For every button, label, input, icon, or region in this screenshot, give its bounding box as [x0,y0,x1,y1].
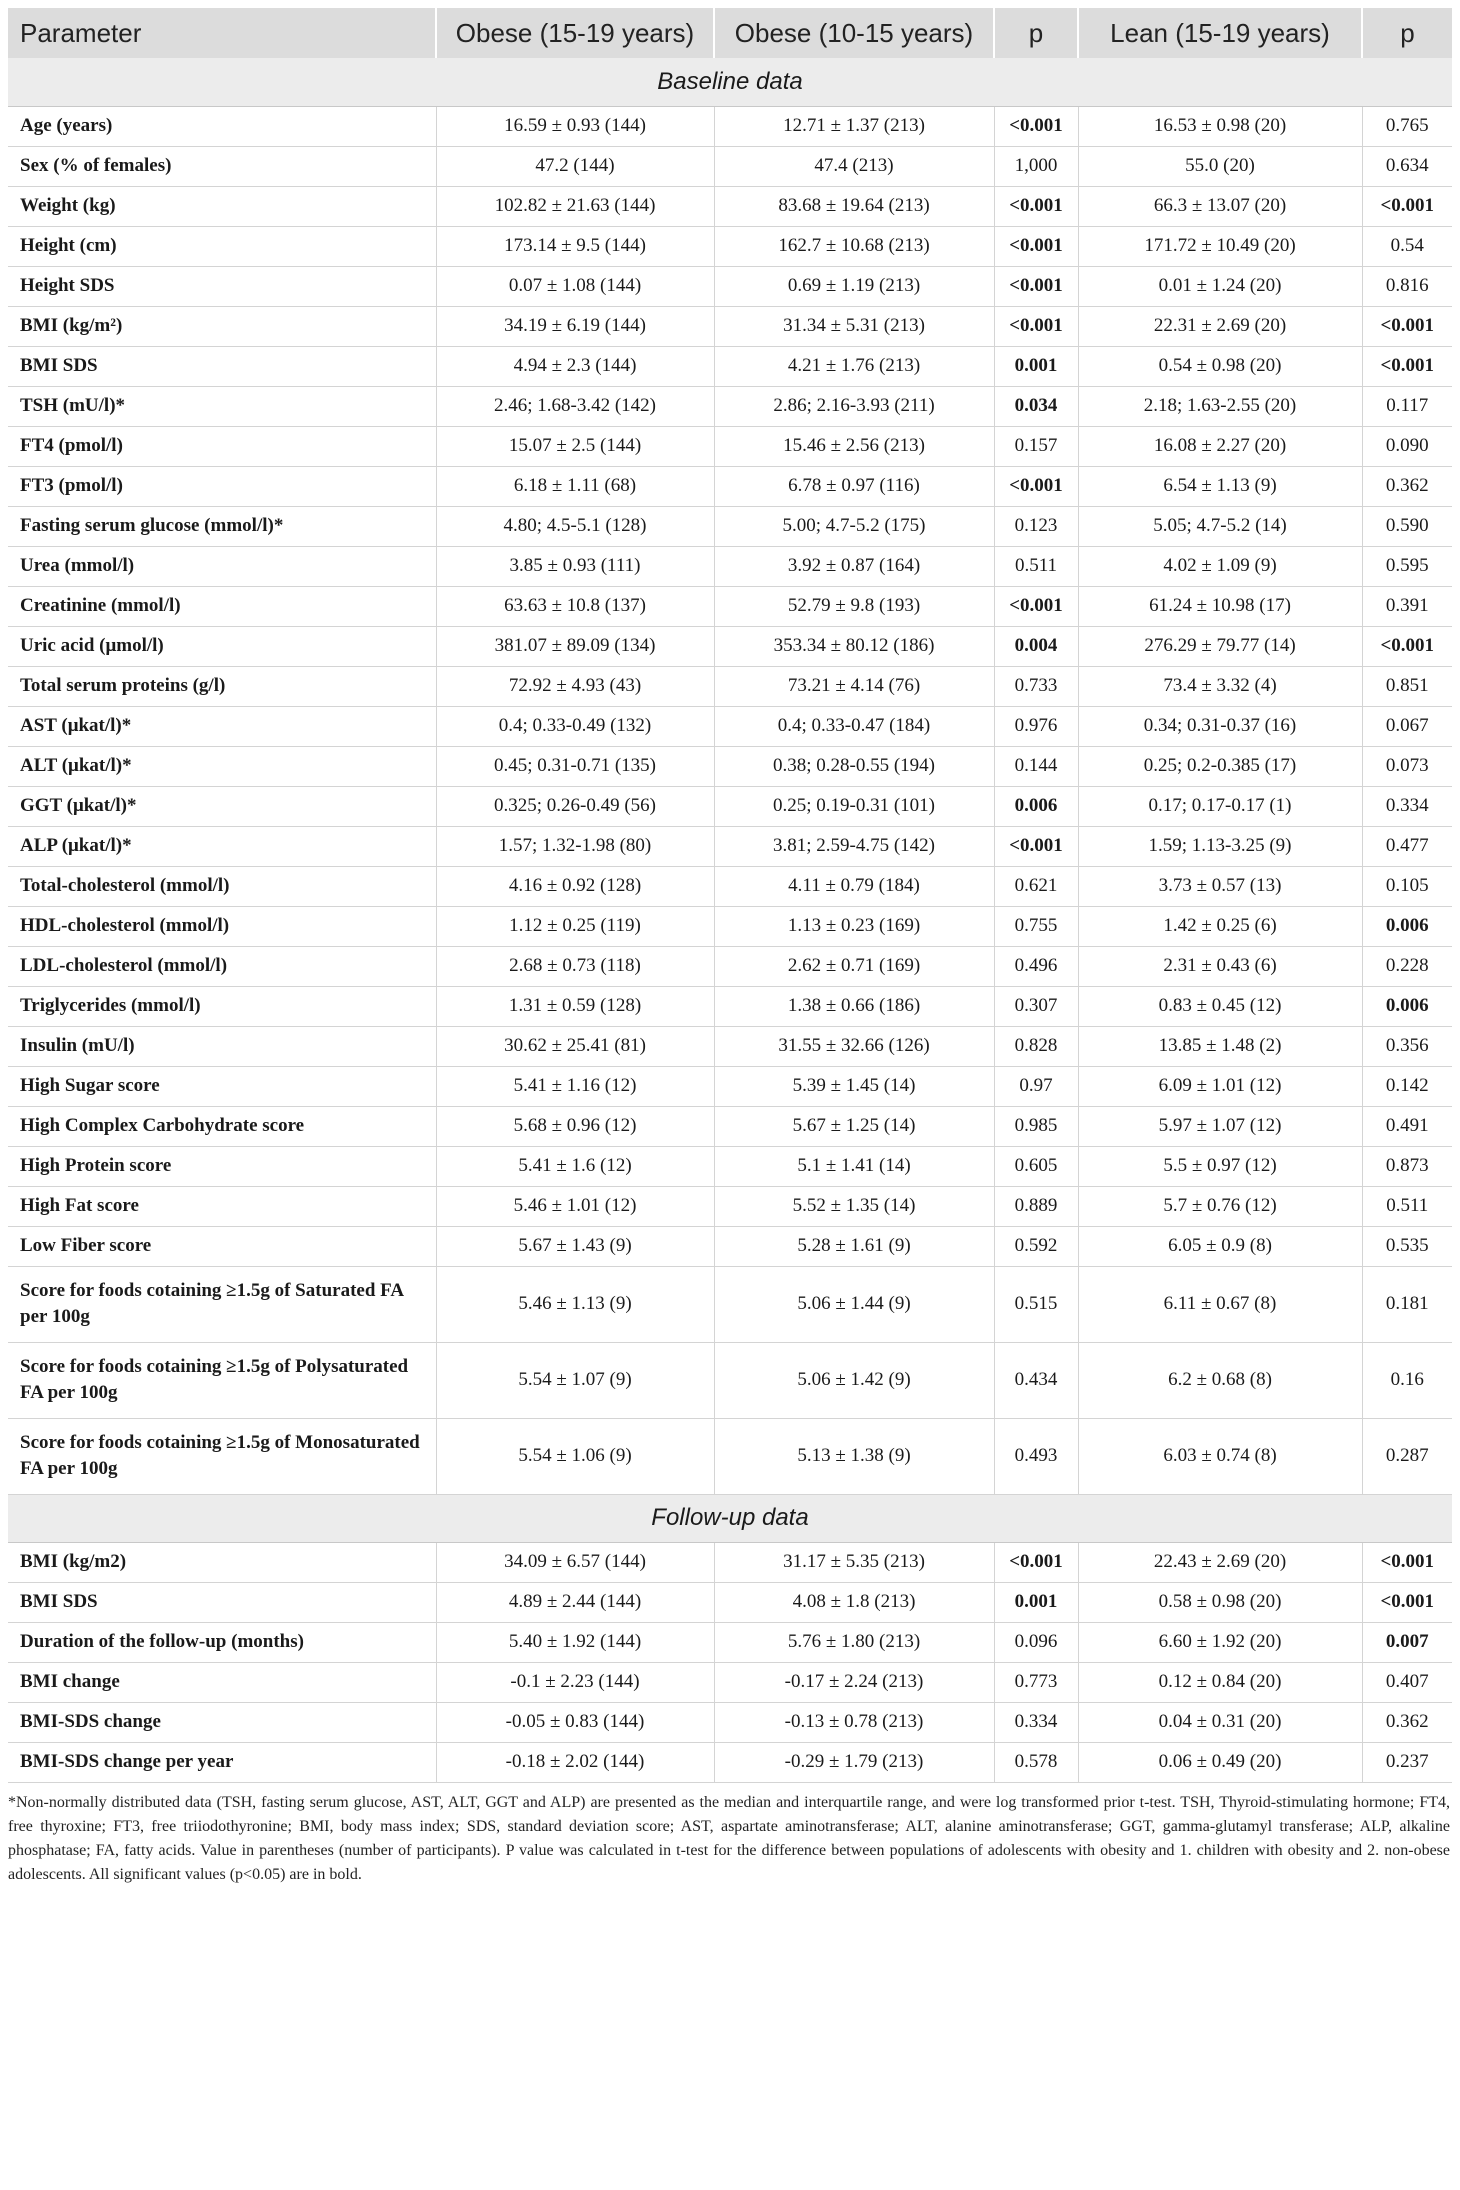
lean-15-19-cell: 0.58 ± 0.98 (20) [1078,1582,1362,1622]
p-value-2-cell: 0.006 [1362,906,1452,946]
obese-10-15-cell: 31.55 ± 32.66 (126) [714,1026,994,1066]
p-value-2-cell: 0.851 [1362,666,1452,706]
obese-15-19-cell: 0.07 ± 1.08 (144) [436,266,714,306]
parameter-cell: LDL-cholesterol (mmol/l) [8,946,436,986]
lean-15-19-cell: 2.18; 1.63-2.55 (20) [1078,386,1362,426]
parameter-cell: TSH (mU/l)* [8,386,436,426]
table-row [8,1146,1452,1186]
obese-10-15-cell: 353.34 ± 80.12 (186) [714,626,994,666]
table-row [8,346,1452,386]
obese-15-19-cell: 2.46; 1.68-3.42 (142) [436,386,714,426]
parameter-cell: FT4 (pmol/l) [8,426,436,466]
table-row [8,1106,1452,1146]
obese-15-19-cell: 0.325; 0.26-0.49 (56) [436,786,714,826]
obese-10-15-cell: -0.17 ± 2.24 (213) [714,1662,994,1702]
table-row [8,986,1452,1026]
p-value-1-cell: 0.985 [994,1106,1078,1146]
p-value-2-cell: 0.595 [1362,546,1452,586]
obese-10-15-cell: 5.1 ± 1.41 (14) [714,1146,994,1186]
table-row [8,946,1452,986]
lean-15-19-cell: 4.02 ± 1.09 (9) [1078,546,1362,586]
table-row [8,666,1452,706]
lean-15-19-cell: 73.4 ± 3.32 (4) [1078,666,1362,706]
obese-15-19-cell: 5.46 ± 1.01 (12) [436,1186,714,1226]
table-row [8,506,1452,546]
lean-15-19-cell: 55.0 (20) [1078,146,1362,186]
parameter-cell: Uric acid (μmol/l) [8,626,436,666]
lean-15-19-cell: 6.2 ± 0.68 (8) [1078,1342,1362,1418]
p-value-2-cell: 0.535 [1362,1226,1452,1266]
obese-15-19-cell: 5.54 ± 1.07 (9) [436,1342,714,1418]
parameter-cell: Duration of the follow-up (months) [8,1622,436,1662]
obese-15-19-cell: 5.40 ± 1.92 (144) [436,1622,714,1662]
p-value-2-cell: <0.001 [1362,306,1452,346]
obese-10-15-cell: 162.7 ± 10.68 (213) [714,226,994,266]
obese-10-15-cell: 0.4; 0.33-0.47 (184) [714,706,994,746]
obese-15-19-cell: 5.67 ± 1.43 (9) [436,1226,714,1266]
results-table [8,8,1452,1783]
obese-15-19-cell: 4.80; 4.5-5.1 (128) [436,506,714,546]
obese-10-15-cell: 15.46 ± 2.56 (213) [714,426,994,466]
lean-15-19-cell: 5.05; 4.7-5.2 (14) [1078,506,1362,546]
obese-15-19-cell: 381.07 ± 89.09 (134) [436,626,714,666]
lean-15-19-cell: 0.25; 0.2-0.385 (17) [1078,746,1362,786]
p-value-1-cell: 0.889 [994,1186,1078,1226]
p-value-2-cell: 0.391 [1362,586,1452,626]
table-row [8,106,1452,146]
table-row [8,1026,1452,1066]
p-value-2-cell: 0.816 [1362,266,1452,306]
section-title: Baseline data [8,58,1452,106]
p-value-2-cell: 0.362 [1362,466,1452,506]
p-value-1-cell: 0.307 [994,986,1078,1026]
lean-15-19-cell: 2.31 ± 0.43 (6) [1078,946,1362,986]
obese-15-19-cell: 0.45; 0.31-0.71 (135) [436,746,714,786]
p-value-1-cell: 0.773 [994,1662,1078,1702]
obese-15-19-cell: 34.19 ± 6.19 (144) [436,306,714,346]
header-parameter: Parameter [8,8,436,58]
p-value-1-cell: 0.034 [994,386,1078,426]
obese-10-15-cell: 6.78 ± 0.97 (116) [714,466,994,506]
p-value-1-cell: 0.006 [994,786,1078,826]
obese-10-15-cell: 31.17 ± 5.35 (213) [714,1542,994,1582]
p-value-1-cell: <0.001 [994,826,1078,866]
header-obese-10-15: Obese (10-15 years) [714,8,994,58]
p-value-2-cell: 0.237 [1362,1742,1452,1782]
obese-15-19-cell: 4.94 ± 2.3 (144) [436,346,714,386]
obese-15-19-cell: 30.62 ± 25.41 (81) [436,1026,714,1066]
p-value-1-cell: <0.001 [994,186,1078,226]
parameter-cell: Total serum proteins (g/l) [8,666,436,706]
obese-10-15-cell: 5.76 ± 1.80 (213) [714,1622,994,1662]
parameter-cell: BMI (kg/m²) [8,306,436,346]
parameter-cell: Triglycerides (mmol/l) [8,986,436,1026]
table-row [8,746,1452,786]
p-value-2-cell: 0.287 [1362,1418,1452,1494]
p-value-1-cell: 0.123 [994,506,1078,546]
p-value-2-cell: 0.491 [1362,1106,1452,1146]
obese-10-15-cell: 83.68 ± 19.64 (213) [714,186,994,226]
lean-15-19-cell: 171.72 ± 10.49 (20) [1078,226,1362,266]
obese-15-19-cell: 1.31 ± 0.59 (128) [436,986,714,1026]
lean-15-19-cell: 5.97 ± 1.07 (12) [1078,1106,1362,1146]
p-value-1-cell: <0.001 [994,1542,1078,1582]
parameter-cell: AST (μkat/l)* [8,706,436,746]
table-row [8,1226,1452,1266]
parameter-cell: ALT (μkat/l)* [8,746,436,786]
p-value-2-cell: 0.511 [1362,1186,1452,1226]
p-value-2-cell: 0.356 [1362,1026,1452,1066]
obese-15-19-cell: -0.18 ± 2.02 (144) [436,1742,714,1782]
parameter-cell: HDL-cholesterol (mmol/l) [8,906,436,946]
lean-15-19-cell: 0.01 ± 1.24 (20) [1078,266,1362,306]
table-row [8,866,1452,906]
header-obese-15-19: Obese (15-19 years) [436,8,714,58]
obese-15-19-cell: 4.89 ± 2.44 (144) [436,1582,714,1622]
parameter-cell: GGT (μkat/l)* [8,786,436,826]
p-value-2-cell: <0.001 [1362,1542,1452,1582]
parameter-cell: Score for foods cotaining ≥1.5g of Monosaturated FA per 100g [8,1418,436,1494]
table-row [8,546,1452,586]
table-row [8,1418,1452,1494]
p-value-1-cell: 0.578 [994,1742,1078,1782]
header-p-value-1: p [994,8,1078,58]
p-value-2-cell: 0.090 [1362,426,1452,466]
table-row [8,1342,1452,1418]
lean-15-19-cell: 22.43 ± 2.69 (20) [1078,1542,1362,1582]
header-p-value-2: p [1362,8,1452,58]
obese-15-19-cell: 5.54 ± 1.06 (9) [436,1418,714,1494]
lean-15-19-cell: 6.54 ± 1.13 (9) [1078,466,1362,506]
table-row [8,426,1452,466]
obese-10-15-cell: 47.4 (213) [714,146,994,186]
parameter-cell: Score for foods cotaining ≥1.5g of Polysaturated FA per 100g [8,1342,436,1418]
p-value-1-cell: 0.621 [994,866,1078,906]
obese-10-15-cell: 4.08 ± 1.8 (213) [714,1582,994,1622]
p-value-2-cell: <0.001 [1362,186,1452,226]
obese-10-15-cell: -0.13 ± 0.78 (213) [714,1702,994,1742]
obese-10-15-cell: 2.86; 2.16-3.93 (211) [714,386,994,426]
header-lean-15-19: Lean (15-19 years) [1078,8,1362,58]
parameter-cell: High Complex Carbohydrate score [8,1106,436,1146]
p-value-2-cell: 0.590 [1362,506,1452,546]
p-value-2-cell: 0.362 [1362,1702,1452,1742]
p-value-1-cell: 0.004 [994,626,1078,666]
p-value-2-cell: 0.006 [1362,986,1452,1026]
obese-10-15-cell: 5.06 ± 1.42 (9) [714,1342,994,1418]
parameter-cell: High Protein score [8,1146,436,1186]
section-row [8,58,1452,106]
obese-10-15-cell: 5.52 ± 1.35 (14) [714,1186,994,1226]
p-value-2-cell: 0.407 [1362,1662,1452,1702]
table-row [8,1066,1452,1106]
lean-15-19-cell: 0.83 ± 0.45 (12) [1078,986,1362,1026]
p-value-2-cell: 0.873 [1362,1146,1452,1186]
p-value-1-cell: <0.001 [994,586,1078,626]
table-footnote: *Non-normally distributed data (TSH, fasting serum glucose, AST, ALT, GGT and ALP) are presented as the median and interquartile range, and were log transformed prior t-test. TSH, Thyroid-stimulating hormone; FT4, free thyroxine; FT3, free triiodothyronine; BMI, body mass index; SDS, standard deviation score; AST, aspartate aminotransferase; ALT, alanine aminotransferase; GGT, gamma-glutamyl transferase; ALP, alkaline phosphatase; FA, fatty acids. Value in parentheses (number of participants). P value was calculated in t-test for the difference between populations of adolescents with obesity and 1. children with obesity and 2. non-obese adolescents. All significant values (p<0.05) are in bold. [8,1793,1450,1883]
table-row [8,1266,1452,1342]
table-row [8,186,1452,226]
obese-15-19-cell: 173.14 ± 9.5 (144) [436,226,714,266]
table-row [8,466,1452,506]
header-row [8,8,1452,58]
obese-15-19-cell: 2.68 ± 0.73 (118) [436,946,714,986]
parameter-cell: ALP (μkat/l)* [8,826,436,866]
p-value-1-cell: 0.755 [994,906,1078,946]
parameter-cell: Low Fiber score [8,1226,436,1266]
lean-15-19-cell: 16.53 ± 0.98 (20) [1078,106,1362,146]
p-value-1-cell: 0.515 [994,1266,1078,1342]
obese-15-19-cell: 15.07 ± 2.5 (144) [436,426,714,466]
table-body [8,58,1452,1782]
table-row [8,1702,1452,1742]
obese-15-19-cell: 1.57; 1.32-1.98 (80) [436,826,714,866]
p-value-2-cell: 0.477 [1362,826,1452,866]
lean-15-19-cell: 6.60 ± 1.92 (20) [1078,1622,1362,1662]
parameter-cell: BMI SDS [8,346,436,386]
lean-15-19-cell: 6.09 ± 1.01 (12) [1078,1066,1362,1106]
p-value-2-cell: <0.001 [1362,1582,1452,1622]
obese-10-15-cell: 0.38; 0.28-0.55 (194) [714,746,994,786]
section-row [8,1494,1452,1542]
p-value-1-cell: 0.605 [994,1146,1078,1186]
table-row [8,1542,1452,1582]
table-row [8,226,1452,266]
table-row [8,586,1452,626]
lean-15-19-cell: 66.3 ± 13.07 (20) [1078,186,1362,226]
obese-10-15-cell: 3.81; 2.59-4.75 (142) [714,826,994,866]
obese-15-19-cell: 72.92 ± 4.93 (43) [436,666,714,706]
parameter-cell: Sex (% of females) [8,146,436,186]
parameter-cell: Score for foods cotaining ≥1.5g of Saturated FA per 100g [8,1266,436,1342]
lean-15-19-cell: 0.54 ± 0.98 (20) [1078,346,1362,386]
obese-10-15-cell: 5.00; 4.7-5.2 (175) [714,506,994,546]
obese-10-15-cell: -0.29 ± 1.79 (213) [714,1742,994,1782]
lean-15-19-cell: 0.04 ± 0.31 (20) [1078,1702,1362,1742]
parameter-cell: BMI SDS [8,1582,436,1622]
obese-15-19-cell: 0.4; 0.33-0.49 (132) [436,706,714,746]
lean-15-19-cell: 3.73 ± 0.57 (13) [1078,866,1362,906]
table-row [8,786,1452,826]
p-value-2-cell: <0.001 [1362,626,1452,666]
p-value-1-cell: 0.334 [994,1702,1078,1742]
lean-15-19-cell: 6.11 ± 0.67 (8) [1078,1266,1362,1342]
lean-15-19-cell: 276.29 ± 79.77 (14) [1078,626,1362,666]
obese-15-19-cell: 34.09 ± 6.57 (144) [436,1542,714,1582]
table-row [8,626,1452,666]
p-value-2-cell: 0.228 [1362,946,1452,986]
parameter-cell: Weight (kg) [8,186,436,226]
p-value-1-cell: 0.97 [994,1066,1078,1106]
parameter-cell: Height (cm) [8,226,436,266]
table-row [8,906,1452,946]
table-row [8,1186,1452,1226]
table-row [8,306,1452,346]
obese-15-19-cell: 5.68 ± 0.96 (12) [436,1106,714,1146]
obese-10-15-cell: 5.28 ± 1.61 (9) [714,1226,994,1266]
p-value-2-cell: 0.142 [1362,1066,1452,1106]
p-value-2-cell: <0.001 [1362,346,1452,386]
parameter-cell: Fasting serum glucose (mmol/l)* [8,506,436,546]
obese-15-19-cell: 102.82 ± 21.63 (144) [436,186,714,226]
parameter-cell: Age (years) [8,106,436,146]
p-value-1-cell: 0.976 [994,706,1078,746]
p-value-1-cell: 0.434 [994,1342,1078,1418]
table-row [8,146,1452,186]
parameter-cell: High Fat score [8,1186,436,1226]
obese-10-15-cell: 73.21 ± 4.14 (76) [714,666,994,706]
parameter-cell: Total-cholesterol (mmol/l) [8,866,436,906]
table-container [8,8,1452,1887]
obese-15-19-cell: -0.05 ± 0.83 (144) [436,1702,714,1742]
p-value-2-cell: 0.073 [1362,746,1452,786]
p-value-2-cell: 0.067 [1362,706,1452,746]
p-value-1-cell: <0.001 [994,466,1078,506]
obese-10-15-cell: 4.11 ± 0.79 (184) [714,866,994,906]
obese-15-19-cell: 5.46 ± 1.13 (9) [436,1266,714,1342]
obese-10-15-cell: 4.21 ± 1.76 (213) [714,346,994,386]
p-value-1-cell: 0.511 [994,546,1078,586]
lean-15-19-cell: 13.85 ± 1.48 (2) [1078,1026,1362,1066]
p-value-1-cell: 0.001 [994,1582,1078,1622]
obese-10-15-cell: 5.06 ± 1.44 (9) [714,1266,994,1342]
lean-15-19-cell: 0.12 ± 0.84 (20) [1078,1662,1362,1702]
obese-10-15-cell: 31.34 ± 5.31 (213) [714,306,994,346]
obese-10-15-cell: 0.69 ± 1.19 (213) [714,266,994,306]
p-value-1-cell: 1,000 [994,146,1078,186]
parameter-cell: Height SDS [8,266,436,306]
obese-10-15-cell: 5.39 ± 1.45 (14) [714,1066,994,1106]
obese-10-15-cell: 1.38 ± 0.66 (186) [714,986,994,1026]
lean-15-19-cell: 0.17; 0.17-0.17 (1) [1078,786,1362,826]
p-value-1-cell: <0.001 [994,226,1078,266]
obese-15-19-cell: 5.41 ± 1.6 (12) [436,1146,714,1186]
parameter-cell: FT3 (pmol/l) [8,466,436,506]
table-row [8,1622,1452,1662]
obese-15-19-cell: 47.2 (144) [436,146,714,186]
parameter-cell: BMI-SDS change per year [8,1742,436,1782]
table-row [8,266,1452,306]
table-row [8,826,1452,866]
p-value-1-cell: 0.733 [994,666,1078,706]
parameter-cell: Urea (mmol/l) [8,546,436,586]
p-value-2-cell: 0.105 [1362,866,1452,906]
p-value-2-cell: 0.16 [1362,1342,1452,1418]
parameter-cell: BMI change [8,1662,436,1702]
lean-15-19-cell: 6.03 ± 0.74 (8) [1078,1418,1362,1494]
lean-15-19-cell: 1.59; 1.13-3.25 (9) [1078,826,1362,866]
obese-10-15-cell: 12.71 ± 1.37 (213) [714,106,994,146]
p-value-1-cell: 0.001 [994,346,1078,386]
lean-15-19-cell: 5.5 ± 0.97 (12) [1078,1146,1362,1186]
obese-15-19-cell: 16.59 ± 0.93 (144) [436,106,714,146]
p-value-1-cell: 0.828 [994,1026,1078,1066]
parameter-cell: BMI-SDS change [8,1702,436,1742]
p-value-1-cell: 0.493 [994,1418,1078,1494]
obese-10-15-cell: 0.25; 0.19-0.31 (101) [714,786,994,826]
obese-15-19-cell: -0.1 ± 2.23 (144) [436,1662,714,1702]
table-row [8,706,1452,746]
p-value-1-cell: 0.144 [994,746,1078,786]
obese-10-15-cell: 5.67 ± 1.25 (14) [714,1106,994,1146]
obese-15-19-cell: 6.18 ± 1.11 (68) [436,466,714,506]
lean-15-19-cell: 5.7 ± 0.76 (12) [1078,1186,1362,1226]
p-value-2-cell: 0.117 [1362,386,1452,426]
lean-15-19-cell: 16.08 ± 2.27 (20) [1078,426,1362,466]
obese-10-15-cell: 52.79 ± 9.8 (193) [714,586,994,626]
lean-15-19-cell: 6.05 ± 0.9 (8) [1078,1226,1362,1266]
obese-10-15-cell: 2.62 ± 0.71 (169) [714,946,994,986]
p-value-2-cell: 0.181 [1362,1266,1452,1342]
obese-15-19-cell: 5.41 ± 1.16 (12) [436,1066,714,1106]
obese-15-19-cell: 4.16 ± 0.92 (128) [436,866,714,906]
p-value-1-cell: 0.496 [994,946,1078,986]
p-value-2-cell: 0.634 [1362,146,1452,186]
obese-15-19-cell: 63.63 ± 10.8 (137) [436,586,714,626]
lean-15-19-cell: 1.42 ± 0.25 (6) [1078,906,1362,946]
lean-15-19-cell: 22.31 ± 2.69 (20) [1078,306,1362,346]
table-row [8,1742,1452,1782]
obese-10-15-cell: 5.13 ± 1.38 (9) [714,1418,994,1494]
parameter-cell: Creatinine (mmol/l) [8,586,436,626]
table-row [8,386,1452,426]
p-value-1-cell: <0.001 [994,306,1078,346]
obese-10-15-cell: 1.13 ± 0.23 (169) [714,906,994,946]
p-value-1-cell: <0.001 [994,106,1078,146]
obese-15-19-cell: 3.85 ± 0.93 (111) [436,546,714,586]
lean-15-19-cell: 0.06 ± 0.49 (20) [1078,1742,1362,1782]
table-row [8,1582,1452,1622]
p-value-1-cell: 0.157 [994,426,1078,466]
lean-15-19-cell: 61.24 ± 10.98 (17) [1078,586,1362,626]
section-title: Follow-up data [8,1494,1452,1542]
p-value-1-cell: 0.096 [994,1622,1078,1662]
p-value-2-cell: 0.334 [1362,786,1452,826]
lean-15-19-cell: 0.34; 0.31-0.37 (16) [1078,706,1362,746]
parameter-cell: BMI (kg/m2) [8,1542,436,1582]
parameter-cell: High Sugar score [8,1066,436,1106]
p-value-1-cell: <0.001 [994,266,1078,306]
obese-15-19-cell: 1.12 ± 0.25 (119) [436,906,714,946]
p-value-2-cell: 0.007 [1362,1622,1452,1662]
table-row [8,1662,1452,1702]
p-value-2-cell: 0.765 [1362,106,1452,146]
p-value-1-cell: 0.592 [994,1226,1078,1266]
obese-10-15-cell: 3.92 ± 0.87 (164) [714,546,994,586]
parameter-cell: Insulin (mU/l) [8,1026,436,1066]
p-value-2-cell: 0.54 [1362,226,1452,266]
